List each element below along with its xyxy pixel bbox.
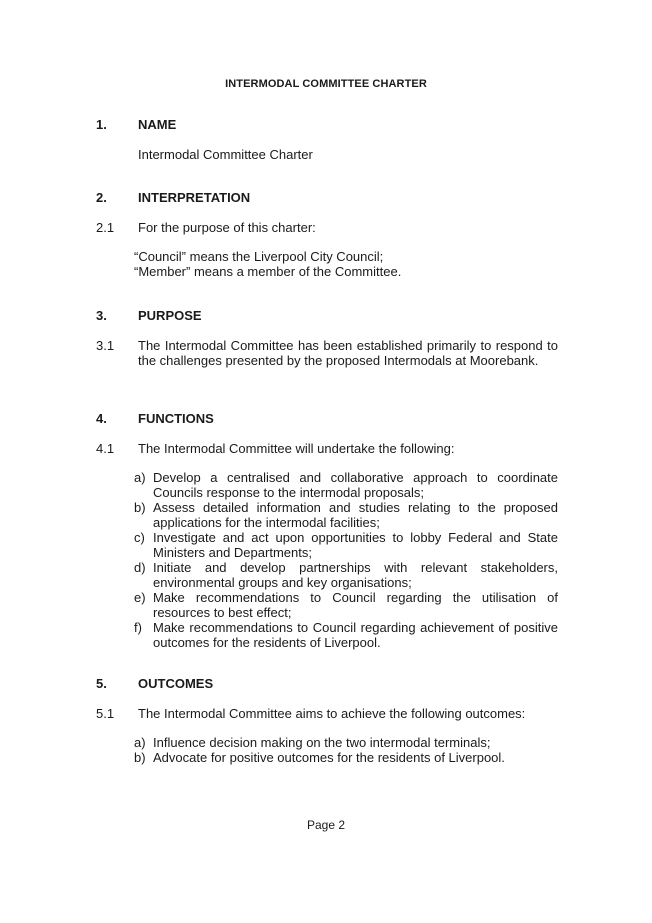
clause-5-1-number: 5.1 (96, 706, 115, 721)
page-number: Page 2 (306, 818, 346, 832)
section-1-heading: NAME (138, 117, 177, 132)
section-4-number: 4. (96, 411, 107, 426)
clause-5-1-text: The Intermodal Committee aims to achieve the following outcomes: (138, 706, 526, 721)
list-marker: d) (134, 560, 146, 575)
clause-2-1-text: For the purpose of this charter: (138, 220, 316, 235)
section-2-number: 2. (96, 190, 107, 205)
list-item-text: Investigate and act upon opportunities to lobby Federal and State Ministers and Departments; (153, 530, 558, 560)
list-item (134, 590, 558, 620)
list-item-text: Influence decision making on the two intermodal terminals; (153, 735, 491, 750)
list-marker: c) (134, 530, 145, 545)
list-item-text: Assess detailed information and studies relating to the proposed applications for the intermodal facilities; (153, 500, 558, 530)
list-marker: b) (134, 500, 146, 515)
section-2-heading: INTERPRETATION (138, 190, 251, 205)
list-item-text: Make recommendations to Council regarding achievement of positive outcomes for the residents of Liverpool. (153, 620, 558, 650)
section-4-heading: FUNCTIONS (138, 411, 214, 426)
list-item (134, 560, 558, 590)
list-marker: a) (134, 470, 146, 485)
list-item (134, 530, 558, 560)
list-item (134, 500, 558, 530)
clause-2-1-number: 2.1 (96, 220, 115, 235)
section-1-text: Intermodal Committee Charter (138, 147, 313, 162)
list-item-text: Make recommendations to Council regarding the utilisation of resources to best effect; (153, 590, 558, 620)
section-5-number: 5. (96, 676, 107, 691)
outcomes-list (134, 735, 558, 765)
list-item-text: Advocate for positive outcomes for the residents of Liverpool. (153, 750, 505, 765)
clause-3-1-text: The Intermodal Committee has been established primarily to respond to the challenges presented by the proposed Intermodals at Moorebank. (138, 338, 558, 368)
definition-member: “Member” means a member of the Committee. (134, 264, 402, 279)
clause-4-1-number: 4.1 (96, 441, 115, 456)
list-item-text: Initiate and develop partnerships with relevant stakeholders, environmental groups and key organisations; (153, 560, 558, 590)
clause-3-1-number: 3.1 (96, 338, 115, 353)
list-item (134, 750, 558, 765)
list-item (134, 620, 558, 650)
functions-list (134, 470, 558, 650)
clause-4-1-text: The Intermodal Committee will undertake the following: (138, 441, 455, 456)
definition-council: “Council” means the Liverpool City Council; (134, 249, 384, 264)
section-5-heading: OUTCOMES (138, 676, 214, 691)
list-marker: b) (134, 750, 146, 765)
list-marker: e) (134, 590, 146, 605)
list-item-text: Develop a centralised and collaborative approach to coordinate Councils response to the intermodal proposals; (153, 470, 558, 500)
list-item (134, 470, 558, 500)
section-3-number: 3. (96, 308, 107, 323)
section-3-heading: PURPOSE (138, 308, 202, 323)
list-item (134, 735, 558, 750)
list-marker: f) (134, 620, 142, 635)
list-marker: a) (134, 735, 146, 750)
section-1-number: 1. (96, 117, 107, 132)
document-title: INTERMODAL COMMITTEE CHARTER (225, 78, 427, 90)
